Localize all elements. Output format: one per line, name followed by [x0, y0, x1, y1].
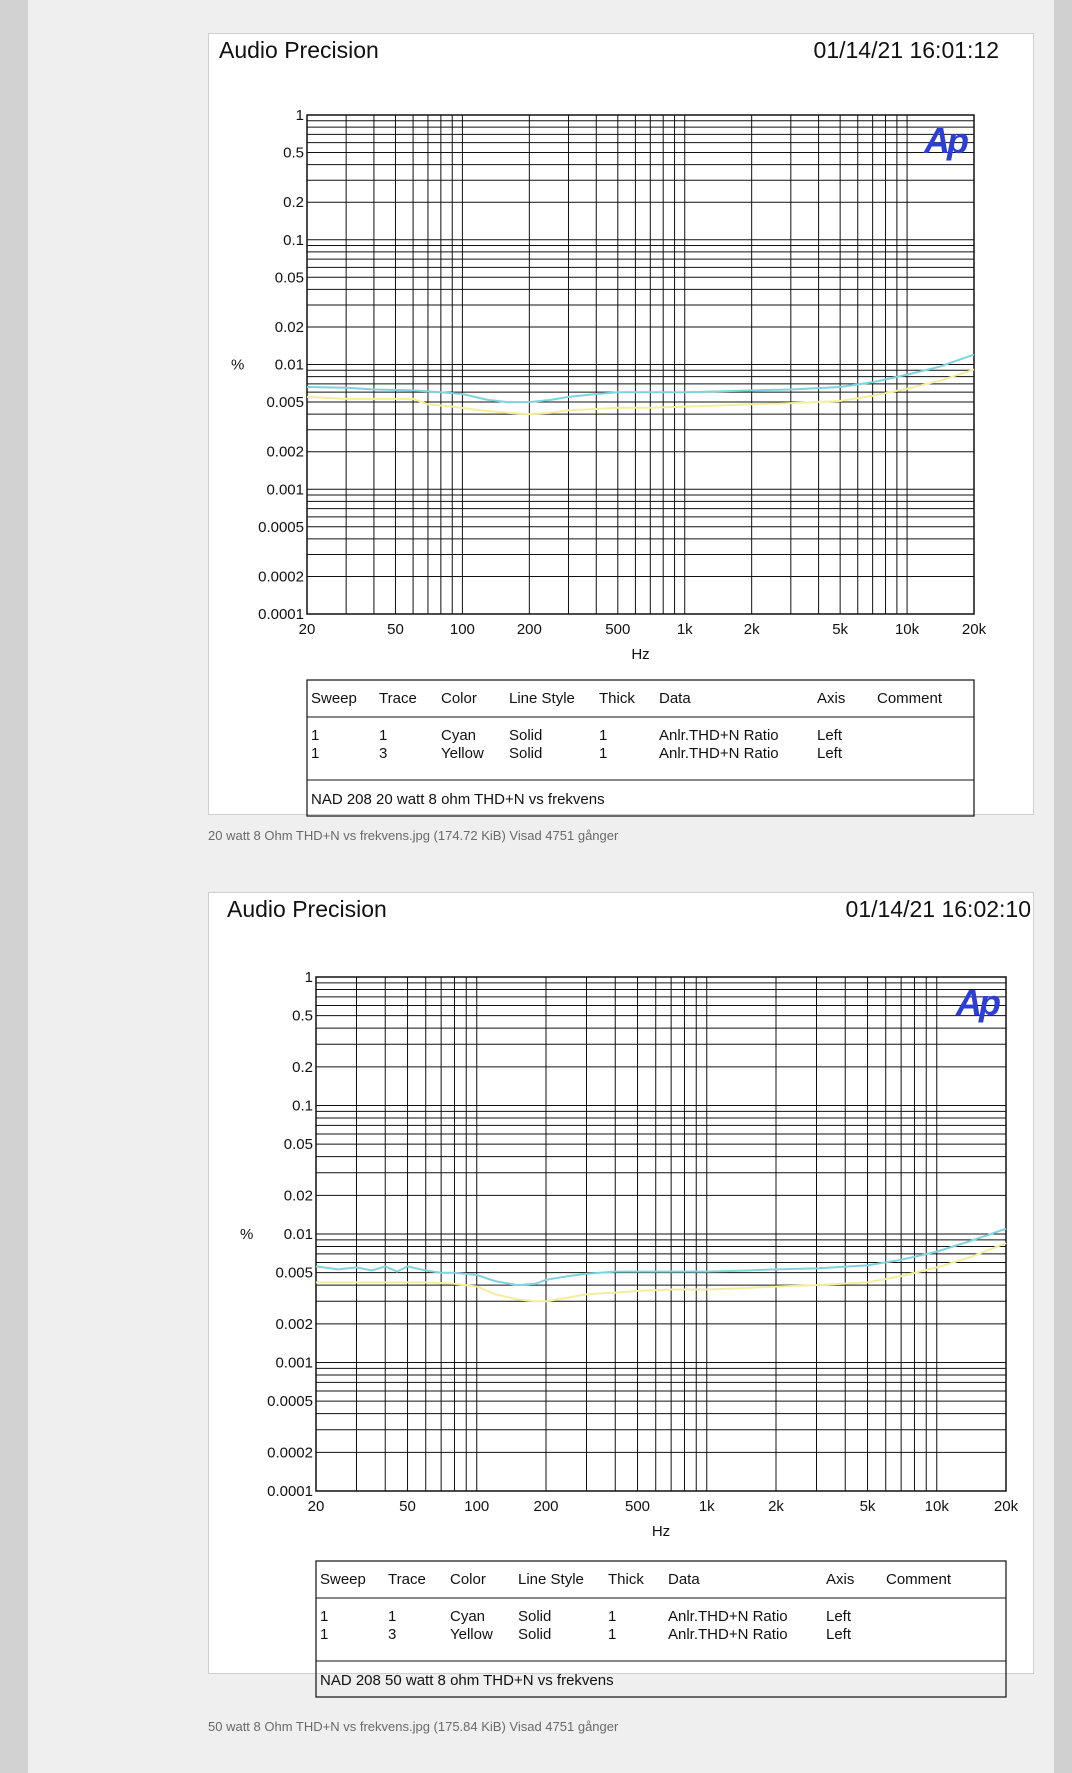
x-tick-label: 100 — [464, 1498, 490, 1515]
legend-header-cell: Line Style — [518, 1571, 584, 1588]
legend-cell: 3 — [388, 1626, 397, 1643]
x-tick-label: 100 — [449, 621, 475, 638]
legend-cell: 1 — [379, 727, 388, 744]
y-tick-label: 0.0001 — [267, 1483, 313, 1500]
legend-header-cell: Color — [441, 690, 477, 707]
x-tick-label: 10k — [894, 621, 920, 638]
y-tick-label: 0.05 — [274, 269, 304, 287]
x-tick-label: 50 — [387, 621, 404, 638]
y-tick-label: 0.02 — [274, 318, 304, 336]
y-tick-label: 0.1 — [292, 1097, 313, 1115]
y-tick-label: 1 — [295, 107, 304, 124]
chart-grid — [307, 115, 974, 614]
legend-cell: Anlr.THD+N Ratio — [659, 727, 779, 744]
y-tick-label: 0.1 — [283, 231, 304, 249]
chart-grid — [316, 977, 1006, 1491]
legend-header-cell: Color — [450, 1571, 486, 1588]
x-axis-label: Hz — [631, 646, 650, 663]
x-tick-label: 5k — [859, 1498, 876, 1515]
y-tick-label: 0.01 — [283, 1226, 313, 1243]
ap-logo: Ap — [956, 982, 998, 1023]
legend-cell: Solid — [509, 745, 543, 762]
legend-cell: 3 — [379, 745, 388, 762]
ap-logo: Ap — [924, 120, 966, 161]
x-tick-label: 20 — [307, 1498, 325, 1515]
chart-image-20-watt[interactable] — [208, 33, 1034, 815]
y-axis-label: % — [231, 356, 245, 374]
legend-cell: 1 — [311, 727, 320, 744]
legend-cell: Yellow — [441, 745, 484, 762]
legend-cell: 1 — [608, 1626, 617, 1643]
legend-cell: Left — [817, 745, 843, 762]
chart-brand-label: Audio Precision — [219, 37, 379, 63]
y-tick-label: 0.0002 — [267, 1444, 313, 1462]
x-tick-label: 200 — [516, 621, 542, 638]
y-tick-label: 0.0005 — [267, 1393, 313, 1411]
x-tick-label: 200 — [533, 1498, 559, 1515]
y-tick-label: 0.0001 — [258, 606, 304, 623]
chart-brand-label: Audio Precision — [227, 896, 387, 922]
legend-cell: Anlr.THD+N Ratio — [659, 745, 779, 762]
legend-header-cell: Data — [659, 690, 691, 707]
x-tick-label: 1k — [698, 1498, 715, 1515]
legend-header-cell: Thick — [608, 1571, 644, 1588]
y-tick-label: 0.2 — [283, 194, 304, 212]
legend-header-cell: Axis — [817, 690, 846, 707]
legend-cell: Left — [826, 1608, 852, 1625]
thd-chart-20-watt — [209, 34, 1033, 814]
y-tick-label: 0.005 — [275, 1264, 313, 1282]
x-tick-label: 20k — [961, 621, 987, 638]
legend-cell: Cyan — [441, 727, 477, 744]
legend-header-cell: Axis — [826, 1571, 855, 1588]
chart-image-50-watt[interactable] — [208, 892, 1034, 1689]
legend-cell: Solid — [518, 1608, 552, 1625]
x-tick-label: 2k — [743, 621, 760, 638]
legend-header-cell: Line Style — [509, 690, 575, 707]
x-tick-label: 20 — [298, 621, 316, 638]
legend-header-cell: Thick — [599, 690, 635, 707]
y-tick-label: 0.0005 — [258, 518, 304, 536]
x-tick-label: 10k — [924, 1498, 949, 1515]
y-tick-label: 0.05 — [283, 1136, 313, 1154]
legend-cell: Left — [826, 1626, 852, 1643]
y-tick-label: 0.001 — [266, 481, 304, 499]
legend-cell: Solid — [518, 1626, 552, 1643]
legend-cell: 1 — [599, 745, 608, 762]
y-tick-label: 0.5 — [283, 144, 304, 162]
y-tick-label: 0.002 — [266, 443, 304, 461]
legend-header-cell: Sweep — [311, 690, 357, 707]
legend-comment: NAD 208 20 watt 8 ohm THD+N vs frekvens — [311, 791, 605, 808]
legend-cell: Left — [817, 727, 843, 744]
legend-cell: 1 — [320, 1626, 329, 1643]
legend-cell: Anlr.THD+N Ratio — [668, 1626, 788, 1643]
y-tick-label: 0.2 — [292, 1058, 313, 1076]
y-tick-label: 1 — [304, 969, 313, 986]
y-tick-label: 0.005 — [266, 394, 304, 412]
legend-cell: 1 — [608, 1608, 617, 1625]
y-tick-label: 0.0002 — [258, 568, 304, 586]
y-tick-label: 0.02 — [283, 1187, 313, 1205]
y-tick-label: 0.002 — [275, 1315, 313, 1333]
legend-cell: 1 — [320, 1608, 329, 1625]
x-tick-label: 5k — [832, 621, 849, 638]
legend-cell: 1 — [599, 727, 608, 744]
x-tick-label: 1k — [676, 621, 693, 638]
legend-cell: Anlr.THD+N Ratio — [668, 1608, 788, 1625]
y-tick-label: 0.5 — [292, 1007, 313, 1025]
legend-header-cell: Comment — [886, 1571, 952, 1588]
x-tick-label: 20k — [993, 1498, 1019, 1515]
legend-header-cell: Trace — [379, 690, 417, 707]
x-axis-label: Hz — [651, 1523, 671, 1540]
chart-timestamp: 01/14/21 16:01:12 — [813, 37, 999, 63]
legend-cell: 1 — [311, 745, 320, 762]
legend-cell: Yellow — [450, 1626, 493, 1643]
legend-comment: NAD 208 50 watt 8 ohm THD+N vs frekvens — [320, 1672, 614, 1689]
x-tick-label: 2k — [768, 1498, 784, 1515]
image-caption-20-watt: 20 watt 8 Ohm THD+N vs frekvens.jpg (174.72 KiB) Visad 4751 gånger — [208, 828, 619, 843]
image-caption-50-watt: 50 watt 8 Ohm THD+N vs frekvens.jpg (175.84 KiB) Visad 4751 gånger — [208, 1719, 619, 1734]
legend-header-cell: Sweep — [320, 1571, 366, 1588]
y-axis-label: % — [240, 1226, 254, 1243]
legend-cell: 1 — [388, 1608, 397, 1625]
y-tick-label: 0.01 — [274, 356, 304, 374]
y-tick-label: 0.001 — [275, 1354, 313, 1372]
legend-cell: Solid — [509, 727, 543, 744]
x-tick-label: 500 — [605, 621, 631, 638]
chart-timestamp: 01/14/21 16:02:10 — [845, 896, 1031, 922]
x-tick-label: 500 — [625, 1498, 651, 1515]
x-tick-label: 50 — [399, 1498, 416, 1515]
legend-cell: Cyan — [450, 1608, 486, 1625]
thd-chart-50-watt — [209, 893, 1033, 1689]
legend-header-cell: Data — [668, 1571, 700, 1588]
right-scroll-rail — [1054, 0, 1072, 1773]
legend-header-cell: Comment — [877, 690, 943, 707]
legend-header-cell: Trace — [388, 1571, 426, 1588]
